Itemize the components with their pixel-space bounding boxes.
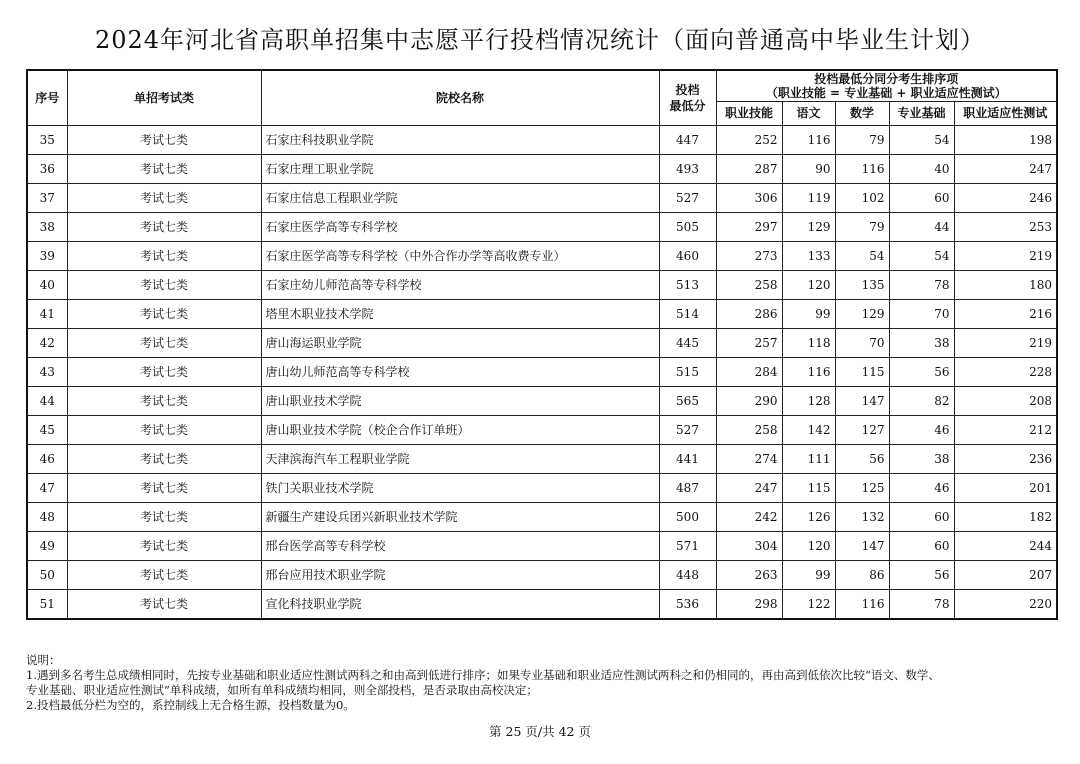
cell-skill: 304 [716, 532, 782, 561]
cell-math: 70 [835, 329, 889, 358]
cell-basic: 38 [889, 445, 954, 474]
cell-chinese: 115 [782, 474, 835, 503]
table-row [27, 387, 1057, 416]
cell-school: 石家庄医学高等专科学校 [261, 213, 659, 242]
page-title: 2024年河北省高职单招集中志愿平行投档情况统计（面向普通高中毕业生计划） [94, 26, 986, 54]
cell-basic: 78 [889, 271, 954, 300]
cell-school: 石家庄科技职业学院 [261, 126, 659, 155]
cell-skill: 257 [716, 329, 782, 358]
cell-min-score: 527 [659, 184, 716, 213]
cell-min-score: 448 [659, 561, 716, 590]
cell-category: 考试七类 [67, 445, 261, 474]
cell-chinese: 142 [782, 416, 835, 445]
table-row [27, 474, 1057, 503]
table-row [27, 155, 1057, 184]
cell-skill: 273 [716, 242, 782, 271]
cell-min-score: 505 [659, 213, 716, 242]
cell-school: 新疆生产建设兵团兴新职业技术学院 [261, 503, 659, 532]
cell-aptitude: 244 [954, 532, 1057, 561]
cell-category: 考试七类 [67, 184, 261, 213]
cell-chinese: 99 [782, 561, 835, 590]
cell-seq: 48 [27, 503, 67, 532]
cell-min-score: 536 [659, 590, 716, 620]
cell-category: 考试七类 [67, 590, 261, 620]
header-basic: 专业基础 [889, 102, 954, 126]
cell-math: 116 [835, 155, 889, 184]
table-body [27, 126, 1057, 620]
cell-aptitude: 246 [954, 184, 1057, 213]
cell-aptitude: 228 [954, 358, 1057, 387]
cell-category: 考试七类 [67, 329, 261, 358]
notes [26, 653, 1056, 713]
cell-skill: 274 [716, 445, 782, 474]
cell-basic: 54 [889, 126, 954, 155]
cell-basic: 60 [889, 532, 954, 561]
cell-skill: 252 [716, 126, 782, 155]
cell-school: 铁门关职业技术学院 [261, 474, 659, 503]
header-min-score: 投档 最低分 [659, 70, 716, 126]
cell-min-score: 571 [659, 532, 716, 561]
cell-skill: 247 [716, 474, 782, 503]
cell-aptitude: 220 [954, 590, 1057, 620]
cell-seq: 45 [27, 416, 67, 445]
header-category: 单招考试类 [67, 70, 261, 126]
cell-skill: 287 [716, 155, 782, 184]
cell-min-score: 515 [659, 358, 716, 387]
cell-math: 147 [835, 387, 889, 416]
table-row [27, 213, 1057, 242]
table-row [27, 561, 1057, 590]
cell-category: 考试七类 [67, 503, 261, 532]
cell-seq: 50 [27, 561, 67, 590]
cell-chinese: 116 [782, 358, 835, 387]
cell-skill: 263 [716, 561, 782, 590]
table-row [27, 416, 1057, 445]
table-row [27, 242, 1057, 271]
cell-math: 79 [835, 213, 889, 242]
cell-school: 石家庄信息工程职业学院 [261, 184, 659, 213]
header-math: 数学 [835, 102, 889, 126]
cell-aptitude: 208 [954, 387, 1057, 416]
cell-category: 考试七类 [67, 126, 261, 155]
cell-seq: 44 [27, 387, 67, 416]
cell-school: 石家庄幼儿师范高等专科学校 [261, 271, 659, 300]
cell-seq: 39 [27, 242, 67, 271]
cell-basic: 54 [889, 242, 954, 271]
cell-category: 考试七类 [67, 242, 261, 271]
cell-chinese: 99 [782, 300, 835, 329]
cell-school: 邢台应用技术职业学院 [261, 561, 659, 590]
cell-school: 唐山幼儿师范高等专科学校 [261, 358, 659, 387]
cell-chinese: 128 [782, 387, 835, 416]
cell-skill: 258 [716, 416, 782, 445]
header-ranking-title: 投档最低分同分考生排序项 [814, 72, 959, 87]
cell-min-score: 500 [659, 503, 716, 532]
cell-school: 塔里木职业技术学院 [261, 300, 659, 329]
cell-seq: 35 [27, 126, 67, 155]
cell-basic: 46 [889, 474, 954, 503]
cell-category: 考试七类 [67, 271, 261, 300]
cell-basic: 82 [889, 387, 954, 416]
table-row [27, 300, 1057, 329]
cell-math: 54 [835, 242, 889, 271]
cell-math: 129 [835, 300, 889, 329]
cell-category: 考试七类 [67, 358, 261, 387]
cell-chinese: 120 [782, 271, 835, 300]
notes-heading: 说明： [26, 653, 61, 667]
cell-seq: 43 [27, 358, 67, 387]
cell-basic: 56 [889, 561, 954, 590]
cell-seq: 51 [27, 590, 67, 620]
cell-min-score: 513 [659, 271, 716, 300]
cell-category: 考试七类 [67, 532, 261, 561]
cell-seq: 36 [27, 155, 67, 184]
notes-line-3: 2.投档最低分栏为空的，系控制线上无合格生源，投档数量为0。 [26, 698, 355, 712]
cell-seq: 46 [27, 445, 67, 474]
cell-school: 石家庄理工职业学院 [261, 155, 659, 184]
cell-chinese: 126 [782, 503, 835, 532]
header-ranking-group [716, 70, 1057, 102]
cell-min-score: 514 [659, 300, 716, 329]
table-row [27, 329, 1057, 358]
cell-school: 唐山职业技术学院 [261, 387, 659, 416]
cell-aptitude: 198 [954, 126, 1057, 155]
cell-math: 132 [835, 503, 889, 532]
cell-aptitude: 201 [954, 474, 1057, 503]
cell-chinese: 122 [782, 590, 835, 620]
cell-aptitude: 207 [954, 561, 1057, 590]
cell-school: 宣化科技职业学院 [261, 590, 659, 620]
cell-min-score: 493 [659, 155, 716, 184]
cell-seq: 37 [27, 184, 67, 213]
cell-skill: 284 [716, 358, 782, 387]
cell-chinese: 118 [782, 329, 835, 358]
header-seq: 序号 [27, 70, 67, 126]
cell-chinese: 119 [782, 184, 835, 213]
cell-math: 147 [835, 532, 889, 561]
cell-math: 86 [835, 561, 889, 590]
cell-basic: 78 [889, 590, 954, 620]
cell-aptitude: 253 [954, 213, 1057, 242]
cell-math: 125 [835, 474, 889, 503]
cell-aptitude: 212 [954, 416, 1057, 445]
table-row [27, 184, 1057, 213]
admission-table [26, 69, 1058, 620]
cell-school: 石家庄医学高等专科学校（中外合作办学等高收费专业） [261, 242, 659, 271]
header-ranking-formula: （职业技能 = 专业基础 + 职业适应性测试） [765, 86, 1007, 101]
cell-basic: 56 [889, 358, 954, 387]
cell-basic: 44 [889, 213, 954, 242]
cell-min-score: 447 [659, 126, 716, 155]
cell-chinese: 90 [782, 155, 835, 184]
cell-category: 考试七类 [67, 416, 261, 445]
cell-skill: 258 [716, 271, 782, 300]
table-row [27, 532, 1057, 561]
table-row [27, 590, 1057, 620]
cell-math: 102 [835, 184, 889, 213]
cell-math: 116 [835, 590, 889, 620]
cell-skill: 297 [716, 213, 782, 242]
cell-seq: 47 [27, 474, 67, 503]
cell-basic: 60 [889, 184, 954, 213]
cell-skill: 298 [716, 590, 782, 620]
cell-seq: 40 [27, 271, 67, 300]
cell-aptitude: 219 [954, 329, 1057, 358]
cell-category: 考试七类 [67, 300, 261, 329]
cell-basic: 70 [889, 300, 954, 329]
header-skill: 职业技能 [716, 102, 782, 126]
cell-chinese: 133 [782, 242, 835, 271]
cell-school: 邢台医学高等专科学校 [261, 532, 659, 561]
cell-basic: 46 [889, 416, 954, 445]
cell-math: 127 [835, 416, 889, 445]
cell-aptitude: 219 [954, 242, 1057, 271]
table-row [27, 445, 1057, 474]
cell-chinese: 129 [782, 213, 835, 242]
cell-skill: 242 [716, 503, 782, 532]
cell-seq: 38 [27, 213, 67, 242]
cell-min-score: 565 [659, 387, 716, 416]
cell-category: 考试七类 [67, 213, 261, 242]
cell-seq: 41 [27, 300, 67, 329]
header-aptitude: 职业适应性测试 [954, 102, 1057, 126]
header-school: 院校名称 [261, 70, 659, 126]
cell-category: 考试七类 [67, 387, 261, 416]
cell-seq: 49 [27, 532, 67, 561]
cell-category: 考试七类 [67, 561, 261, 590]
cell-min-score: 487 [659, 474, 716, 503]
table-row [27, 271, 1057, 300]
cell-min-score: 445 [659, 329, 716, 358]
cell-aptitude: 247 [954, 155, 1057, 184]
table-row [27, 126, 1057, 155]
cell-aptitude: 216 [954, 300, 1057, 329]
cell-min-score: 527 [659, 416, 716, 445]
cell-math: 56 [835, 445, 889, 474]
cell-basic: 60 [889, 503, 954, 532]
cell-math: 79 [835, 126, 889, 155]
cell-aptitude: 182 [954, 503, 1057, 532]
cell-skill: 306 [716, 184, 782, 213]
cell-school: 唐山职业技术学院（校企合作订单班） [261, 416, 659, 445]
cell-chinese: 111 [782, 445, 835, 474]
cell-math: 115 [835, 358, 889, 387]
cell-min-score: 441 [659, 445, 716, 474]
notes-line-1: 1.遇到多名考生总成绩相同时，先按专业基础和职业适应性测试两科之和由高到低进行排序；如果专业基础和职业适应性测试两科之和仍相同的，再由高到低依次比较“语文、数学、 [26, 668, 940, 682]
cell-basic: 38 [889, 329, 954, 358]
cell-category: 考试七类 [67, 474, 261, 503]
cell-category: 考试七类 [67, 155, 261, 184]
cell-skill: 290 [716, 387, 782, 416]
cell-school: 天津滨海汽车工程职业学院 [261, 445, 659, 474]
notes-line-2: 专业基础、职业适应性测试”单科成绩，如所有单科成绩均相同，则全部投档，是否录取由高校决定； [26, 683, 538, 697]
cell-math: 135 [835, 271, 889, 300]
cell-min-score: 460 [659, 242, 716, 271]
table-row [27, 358, 1057, 387]
header-chinese: 语文 [782, 102, 835, 126]
cell-aptitude: 236 [954, 445, 1057, 474]
cell-basic: 40 [889, 155, 954, 184]
cell-chinese: 120 [782, 532, 835, 561]
page-number: 第 25 页/共 42 页 [489, 724, 591, 739]
cell-aptitude: 180 [954, 271, 1057, 300]
table-row [27, 503, 1057, 532]
cell-chinese: 116 [782, 126, 835, 155]
cell-seq: 42 [27, 329, 67, 358]
cell-school: 唐山海运职业学院 [261, 329, 659, 358]
cell-skill: 286 [716, 300, 782, 329]
